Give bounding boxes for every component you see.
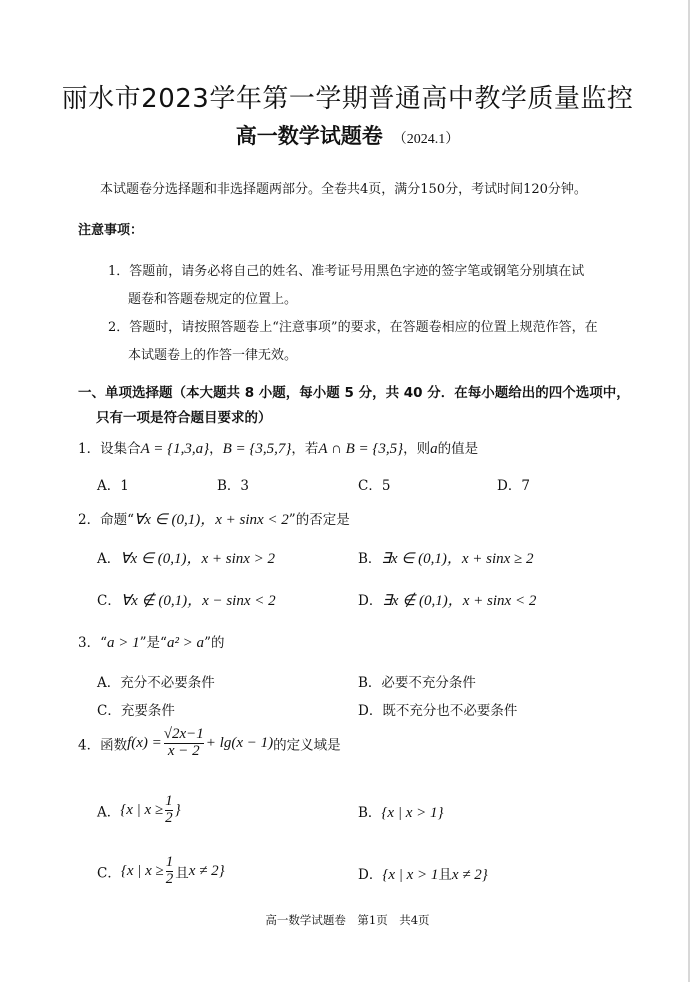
option-label: C． [97,865,121,882]
math-set-a: A = {1,3,a} [140,441,210,457]
notice-heading: 注意事项： [78,223,144,238]
fraction-numerator: 1 [165,793,173,809]
punctuation: “ [100,635,107,651]
math-fraction [166,855,174,888]
q2-option-b [358,547,534,568]
fraction-numerator: √2x−1 [163,726,204,742]
option-math: {x | x ≥ [120,862,164,879]
exam-date: （2024.1） [392,132,460,147]
math-expr-2: a² > a [166,635,205,651]
question-1 [78,437,478,458]
notice-item-2-line-2: 本试题卷上的作答一律无效。 [128,348,298,363]
page-footer: 高一数学试题卷 第1页 共4页 [265,913,430,927]
math-expr-1: a > 1 [107,635,140,651]
option-label: D． [358,593,383,609]
question-text: 函数 [100,737,128,754]
punctuation: ， [209,441,223,457]
question-text: 的定义域是 [273,737,341,754]
q4-option-c [97,855,225,888]
q1-option-c: C．5 [358,478,391,494]
question-text: ”的 [204,635,225,651]
question-text: 命题“ [100,512,134,528]
q4-option-a [97,794,181,827]
q1-option-d: D．7 [497,478,530,494]
fraction-denominator: 2 [165,809,173,826]
question-number: 4． [78,737,101,754]
intro-text: 本试题卷分选择题和非选择题两部分。全卷共4页，满分150分，考试时间120分钟。 [100,182,587,197]
math-condition: A ∩ B = {3,5} [318,441,404,457]
q3-option-d: D．既不充分也不必要条件 [358,703,518,719]
option-label: C． [97,593,121,609]
fraction-denominator: x − 2 [164,743,204,760]
question-text: ，则 [403,441,431,457]
section-1-heading-line-2: 只有一项是符合题目要求的） [96,410,272,426]
subtitle-text: 高一数学试题卷 [235,124,383,148]
question-4 [78,727,341,760]
option-math: x ≠ 2} [188,862,225,879]
section-1-heading-line-1: 一、单项选择题（本大题共 8 小题，每小题 5 分，共 40 分．在每小题给出的四个选项中， [78,385,630,401]
question-number: 2． [78,512,101,528]
question-number: 1． [78,441,101,457]
page-title: 丽水市2023学年第一学期普通高中教学质量监控 [61,84,634,114]
option-math: ∀x ∈ (0,1)，x + sinx > 2 [120,551,276,567]
option-text: 且 [175,865,189,882]
q4-option-d [358,863,488,884]
option-label: D． [358,867,383,883]
page-subtitle [0,120,695,150]
option-math: } [174,801,181,818]
question-text: 设集合 [100,441,141,457]
question-text: ”的否定是 [288,512,350,528]
option-label: B． [358,805,382,821]
q2-option-c [97,589,276,610]
math-proposition: ∀x ∈ (0,1)，x + sinx < 2 [134,512,289,528]
fraction-denominator: 2 [165,870,174,887]
q1-option-b: B．3 [217,478,250,494]
option-math: ∃x ∉ (0,1)，x + sinx < 2 [382,593,537,609]
option-math: {x | x > 1} [381,805,444,821]
math-log-term: + lg(x − 1) [205,734,274,751]
q3-option-a: A．充分不必要条件 [97,675,215,691]
q4-option-b [358,801,443,822]
q2-option-d [358,589,536,610]
fraction-numerator: 1 [165,854,174,870]
option-math: x ≠ 2} [451,867,488,883]
question-text: 的值是 [437,441,479,457]
q3-option-c: C．充要条件 [97,703,175,719]
math-function-name: f(x) = [127,734,162,751]
question-text: ”是“ [139,635,167,651]
option-text: 且 [438,867,452,883]
q1-option-a: A．1 [97,478,129,494]
option-math: {x | x ≥ [120,801,164,818]
question-2 [78,508,350,529]
option-label: A． [97,551,121,567]
option-math: ∃x ∈ (0,1)，x + sinx ≥ 2 [381,551,534,567]
notice-item-1-line-1: 1．答题前，请务必将自己的姓名、准考证号用黑色字迹的签字笔或钢笔分别填在试 [108,264,585,279]
q2-option-a [97,547,275,568]
question-3 [78,631,224,652]
notice-item-1-line-2: 题卷和答题卷规定的位置上。 [128,292,298,307]
option-label: B． [358,551,382,567]
option-math: {x | x > 1 [382,867,439,883]
math-variable: a [430,441,438,457]
option-label: A． [97,804,121,821]
notice-item-2-line-1: 2．答题时，请按照答题卷上“注意事项”的要求，在答题卷相应的位置上规范作答，在 [108,320,598,335]
math-fraction [164,727,204,760]
q3-option-b: B．必要不充分条件 [358,675,476,691]
math-set-b: B = {3,5,7} [222,441,292,457]
option-math: ∀x ∉ (0,1)，x − sinx < 2 [120,593,276,609]
question-text: ，若 [291,441,319,457]
math-fraction [165,794,173,827]
question-number: 3． [78,635,101,651]
